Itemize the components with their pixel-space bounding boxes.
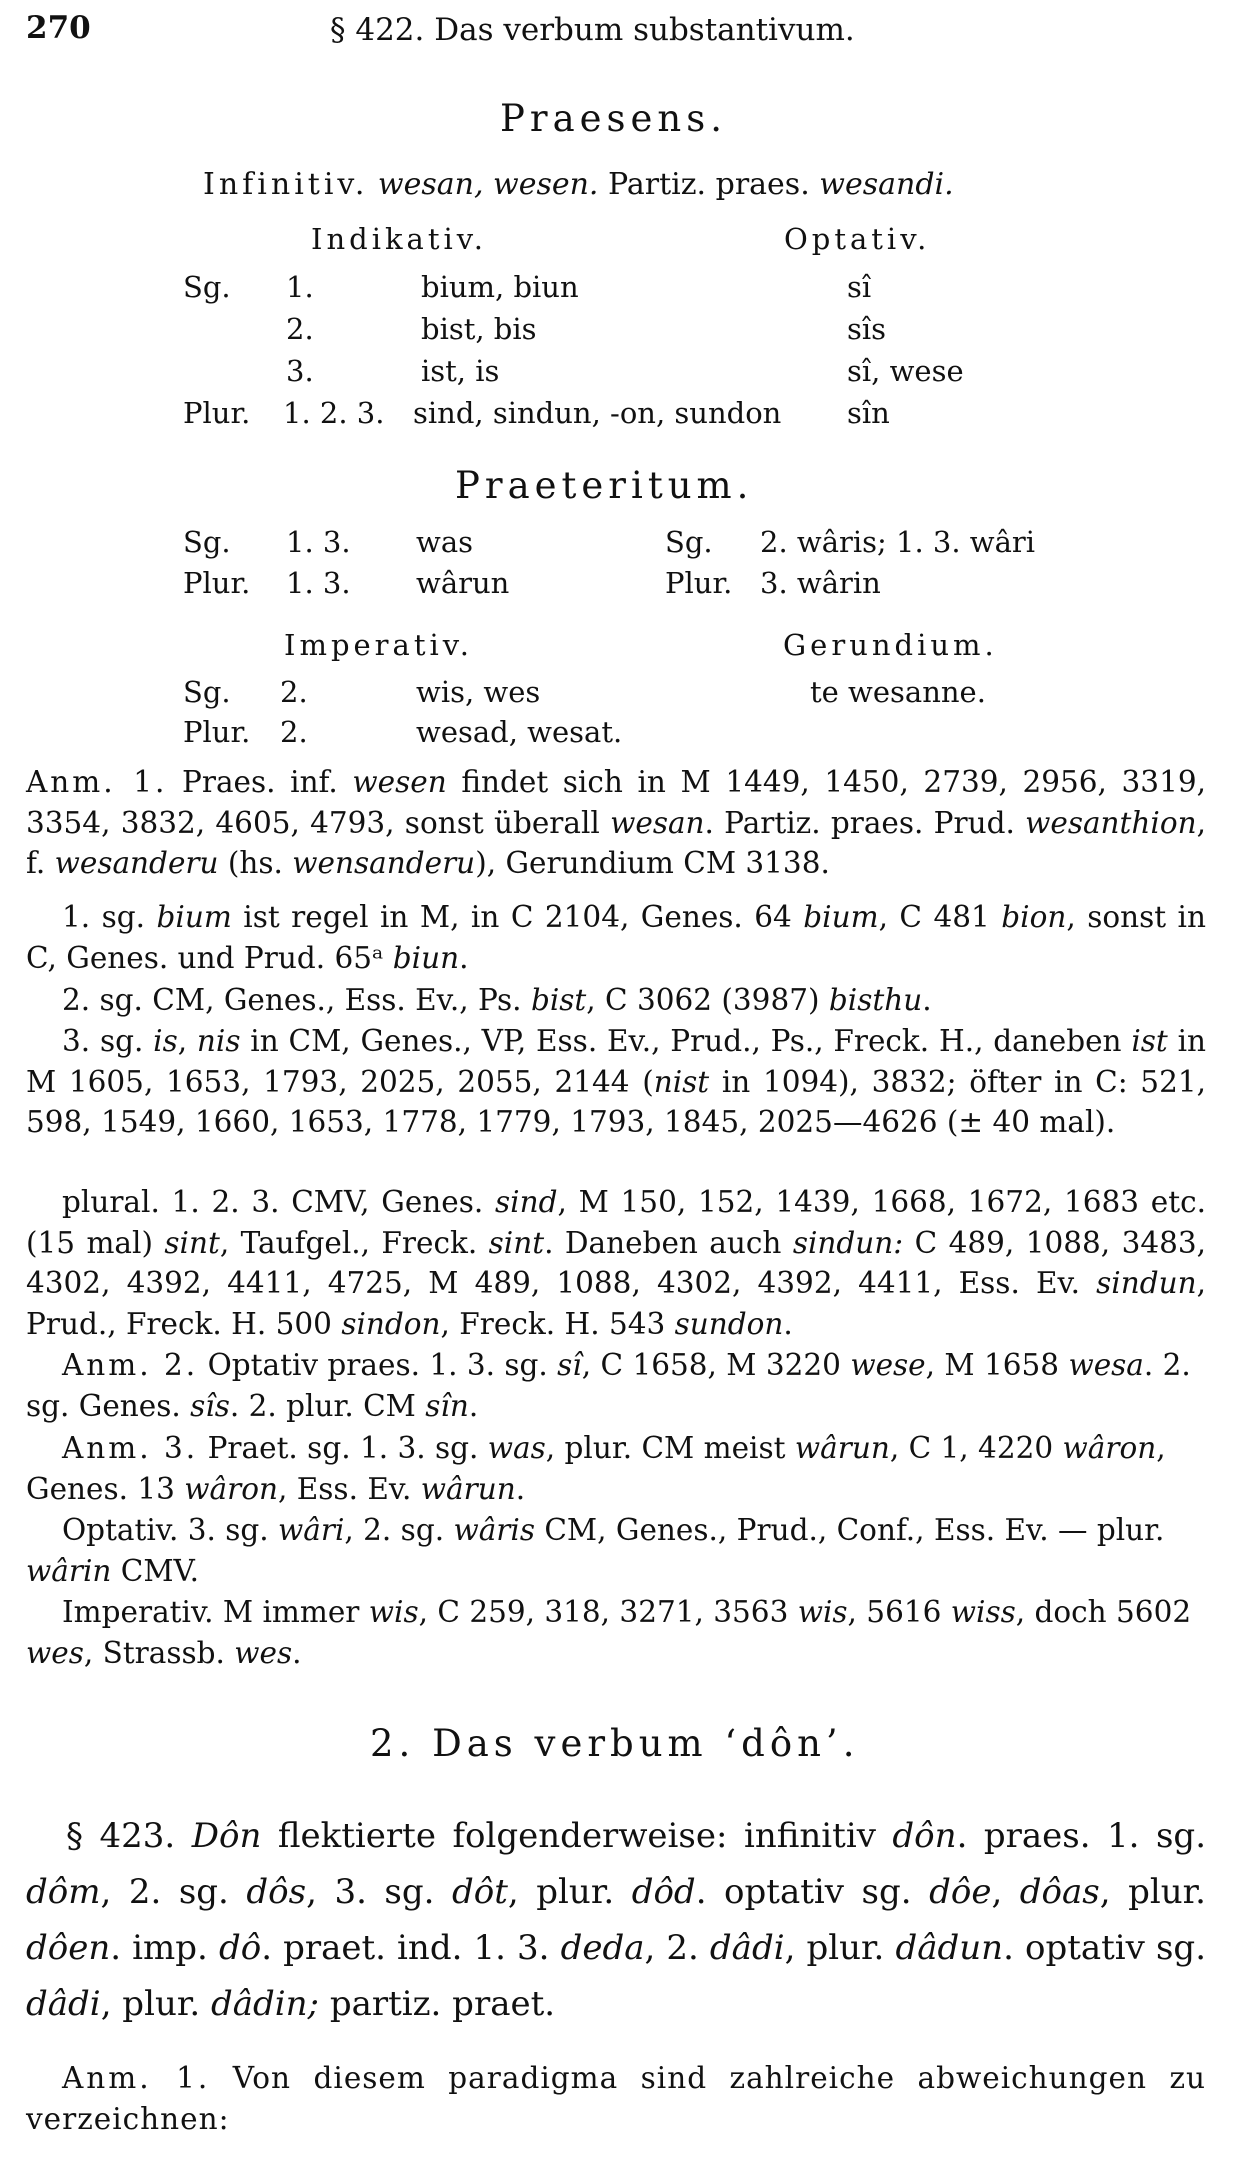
- text: Imperativ. M immer: [62, 1595, 369, 1629]
- person-label: 1. 2. 3.: [283, 396, 385, 430]
- text: CMV.: [111, 1553, 200, 1588]
- form: wis: [368, 1595, 419, 1629]
- note-label: Anm. 1.: [62, 2061, 211, 2095]
- running-title: § 422. Das verbum substantivum.: [330, 12, 855, 48]
- form: sindun: [1096, 1266, 1197, 1300]
- form: wesan: [610, 805, 705, 840]
- optativ-form: 3. wârin: [760, 566, 881, 600]
- text: flektierte folgenderweise: infinitiv: [261, 1816, 893, 1856]
- text: . optativ sg.: [1003, 1928, 1207, 1968]
- form: dâdin;: [210, 1984, 320, 2024]
- text: , 2. sg.: [100, 1872, 247, 1912]
- gerundium-label: Gerundium.: [783, 628, 998, 662]
- heading-praesens: Praesens.: [500, 97, 728, 140]
- person-label: 1. 3.: [286, 525, 351, 559]
- form: dôm: [26, 1872, 101, 1912]
- note-imperativ: [26, 1592, 1206, 1673]
- form: deda: [560, 1928, 645, 1968]
- num-label: Sg.: [183, 675, 231, 709]
- form: bion: [1001, 900, 1067, 934]
- imperativ-form: wis, wes: [416, 675, 541, 709]
- optativ-form: 2. wâris; 1. 3. wâri: [760, 525, 1036, 559]
- num-label: Plur.: [183, 396, 251, 430]
- text: Optativ praes. 1. 3. sg.: [207, 1348, 558, 1382]
- text: , 3. sg.: [306, 1872, 453, 1912]
- indikativ-form: sind, sindun, -on, sundon: [413, 396, 782, 430]
- form: dôas: [1019, 1872, 1100, 1912]
- form: ist: [1131, 1024, 1168, 1058]
- form: wâron: [1062, 1431, 1157, 1465]
- form: wes: [234, 1635, 293, 1670]
- text: , C 481: [878, 900, 1002, 934]
- text: , C 3062 (3987): [586, 983, 829, 1017]
- note-optativ: [26, 1510, 1206, 1591]
- optativ-form: sî: [847, 270, 872, 304]
- form: wâron: [184, 1471, 278, 1506]
- note-423-anm-1: [26, 2058, 1206, 2139]
- form: sîs: [190, 1388, 230, 1423]
- form: bium: [156, 900, 232, 934]
- form: dôen: [26, 1928, 111, 1968]
- text: .: [515, 1471, 526, 1506]
- text: . optativ sg.: [695, 1872, 930, 1912]
- text: , plur.: [1099, 1872, 1206, 1912]
- form: bist: [530, 983, 587, 1017]
- imperativ-label: Imperativ.: [284, 628, 473, 662]
- form: wârun: [794, 1431, 890, 1465]
- text: in 1094), 3832; öfter in C: 521, 598, 1549, 1660, 1653, 1778, 1779, 1793, 1845, 2025—4626 (± 40 mal).: [26, 1064, 1206, 1139]
- num-label: Plur.: [183, 566, 251, 600]
- text: § 423.: [66, 1816, 192, 1856]
- form: was: [487, 1431, 546, 1465]
- text: Praet. sg. 1. 3. sg.: [207, 1431, 488, 1465]
- text: , Genes. 13: [26, 1431, 1166, 1506]
- text: .: [468, 1388, 479, 1423]
- indikativ-form: bist, bis: [421, 312, 537, 346]
- form: dôe: [929, 1872, 992, 1912]
- text: findet sich in M 1449, 1450, 2739, 2956, 3319, 3354, 3832, 4605, 4793, sonst überall: [26, 765, 1206, 840]
- form: bisthu: [828, 983, 923, 1017]
- text: C 489, 1088, 3483, 4302, 4392, 4411, 4725, M 489, 1088, 4302, 4392, 4411, Ess. Ev.: [26, 1225, 1207, 1300]
- note-anm-1: [26, 762, 1206, 884]
- form: bium: [803, 900, 879, 934]
- heading-section-2: 2. Das verbum ‘dôn’.: [370, 1722, 860, 1765]
- text: , M 1658: [925, 1348, 1069, 1382]
- text: , C 1, 4220: [889, 1431, 1063, 1465]
- text: , plur.: [784, 1928, 896, 1968]
- text: ,: [177, 1024, 197, 1058]
- form: sindon: [341, 1306, 441, 1341]
- text: , Ess. Ev.: [278, 1471, 421, 1506]
- text: 3. sg.: [62, 1024, 154, 1058]
- note-label: Anm. 3.: [62, 1431, 199, 1465]
- optativ-num-label: Plur.: [665, 566, 733, 600]
- form: wârin: [26, 1553, 112, 1588]
- text: , C 259, 318, 3271, 3563: [418, 1595, 798, 1629]
- text: (hs.: [218, 846, 293, 880]
- text: 1. sg.: [62, 900, 157, 934]
- text: ,: [991, 1872, 1020, 1912]
- form: dôt: [452, 1872, 508, 1912]
- note-label: Anm. 2.: [62, 1348, 199, 1382]
- optativ-label: Optativ.: [784, 222, 931, 256]
- person-label: 1.: [286, 270, 314, 304]
- form: wesa: [1068, 1348, 1144, 1382]
- text: , Strassb.: [83, 1635, 235, 1670]
- text: plural. 1. 2. 3. CMV, Genes.: [62, 1185, 495, 1219]
- form: dâdi: [709, 1928, 785, 1968]
- form: wesanderu: [54, 846, 219, 880]
- text: , C 1658, M 3220: [581, 1348, 851, 1382]
- form: sint: [488, 1225, 545, 1260]
- note-2-sg: [26, 980, 1206, 1021]
- text: , f.: [26, 805, 1206, 880]
- text: partiz. praet.: [319, 1984, 556, 2024]
- form: nist: [653, 1064, 710, 1099]
- optativ-num-label: Sg.: [665, 525, 713, 559]
- text: , doch 5602: [1015, 1595, 1192, 1629]
- person-label: 2.: [280, 675, 308, 709]
- form: dôd: [631, 1872, 696, 1912]
- text: . 2. sg. Genes.: [26, 1348, 1191, 1423]
- text: .: [292, 1635, 302, 1670]
- num-label: Sg.: [183, 270, 231, 304]
- text: , 2.: [644, 1928, 710, 1968]
- indikativ-form: was: [416, 525, 473, 559]
- form: dôs: [246, 1872, 307, 1912]
- infinitiv-label: Infinitiv.: [203, 167, 369, 202]
- person-label: 3.: [286, 354, 314, 388]
- indikativ-form: bium, biun: [421, 270, 579, 304]
- text: .: [459, 940, 469, 975]
- text: .: [783, 1306, 793, 1341]
- note-text: Von diesem paradigma sind zahlreiche abweichungen zu verzeichnen:: [26, 2061, 1206, 2136]
- form: wis: [797, 1595, 848, 1629]
- infinitiv-line: [203, 167, 954, 202]
- text: , Taufgel., Freck.: [219, 1225, 489, 1260]
- optativ-form: sîs: [847, 312, 887, 346]
- form: wâris: [453, 1513, 535, 1547]
- text: , plur. CM meist: [545, 1431, 795, 1465]
- infinitiv-forms: wesan, wesen.: [377, 167, 599, 202]
- text: . Daneben auch: [544, 1225, 793, 1260]
- indikativ-label: Indikativ.: [311, 222, 487, 256]
- text: , plur.: [100, 1984, 211, 2024]
- form: wese: [850, 1348, 926, 1382]
- form: is: [153, 1024, 178, 1058]
- partiz-label: Partiz. praes.: [608, 167, 810, 202]
- text: ), Gerundium CM 3138.: [475, 846, 830, 880]
- form: sind: [495, 1185, 558, 1219]
- heading-praeteritum: Praeteritum.: [455, 464, 754, 507]
- form: wârun: [420, 1471, 516, 1506]
- person-label: 2.: [280, 715, 308, 749]
- text: Praes. inf.: [182, 765, 353, 799]
- text: , 5616: [847, 1595, 951, 1629]
- text: . 2. plur. CM: [229, 1388, 426, 1423]
- optativ-form: sî, wese: [847, 354, 964, 388]
- form: sîn: [425, 1388, 469, 1423]
- person-label: 1. 3.: [286, 566, 351, 600]
- page-number: 270: [26, 10, 91, 46]
- form: Dôn: [191, 1816, 262, 1856]
- form: wensanderu: [292, 846, 476, 880]
- form: dâdi: [26, 1984, 101, 2024]
- form: wesanthion: [1025, 805, 1197, 840]
- text: . Partiz. praes. Prud.: [704, 805, 1026, 840]
- form: sint: [164, 1225, 220, 1260]
- text: , plur.: [507, 1872, 632, 1912]
- note-anm-3: [26, 1428, 1206, 1509]
- text: , M 150, 152, 1439, 1668, 1672, 1683 etc. (15 mal): [26, 1185, 1206, 1260]
- text: , Freck. H. 543: [440, 1306, 675, 1341]
- text: .: [922, 983, 932, 1017]
- indikativ-form: wârun: [416, 566, 510, 600]
- text: ist regel in M, in C 2104, Genes. 64: [231, 900, 804, 934]
- text: Optativ. 3. sg.: [62, 1513, 279, 1547]
- form: dôn: [892, 1816, 957, 1856]
- note-label: Anm. 1.: [26, 765, 168, 799]
- person-label: 2.: [286, 312, 314, 346]
- form: sî: [557, 1348, 582, 1382]
- imperativ-form: wesad, wesat.: [416, 715, 623, 749]
- note-1-sg: [26, 897, 1206, 978]
- indikativ-form: ist, is: [421, 354, 500, 388]
- text: in CM, Genes., VP, Ess. Ev., Prud., Ps., Freck. H., daneben: [240, 1024, 1132, 1058]
- form: sindun:: [792, 1225, 904, 1260]
- note-anm-2: [26, 1345, 1206, 1426]
- form: wâri: [278, 1513, 345, 1547]
- num-label: Sg.: [183, 525, 231, 559]
- form: sundon: [674, 1306, 784, 1341]
- form: dâdun: [895, 1928, 1004, 1968]
- text: 2. sg. CM, Genes., Ess. Ev., Ps.: [62, 983, 531, 1017]
- form: wesen: [352, 765, 447, 799]
- text: , Prud., Freck. H. 500: [26, 1266, 1206, 1341]
- form: dô: [218, 1928, 262, 1968]
- form: wes: [26, 1635, 84, 1670]
- note-3-sg: [26, 1021, 1206, 1143]
- note-plural: [26, 1182, 1206, 1344]
- partiz-form: wesandi.: [819, 167, 954, 202]
- text: CM, Genes., Prud., Conf., Ess. Ev. — plur.: [534, 1513, 1165, 1547]
- text: . praet. ind. 1. 3.: [261, 1928, 561, 1968]
- text: . praes. 1. sg.: [956, 1816, 1207, 1856]
- num-label: Plur.: [183, 715, 251, 749]
- form: nis: [196, 1024, 241, 1058]
- paragraph-423: [26, 1808, 1206, 2032]
- form: wiss: [950, 1595, 1016, 1629]
- form: biun: [392, 940, 460, 975]
- text: in M 1605, 1653, 1793, 2025, 2055, 2144 (: [26, 1024, 1207, 1099]
- optativ-form: sîn: [847, 396, 890, 430]
- text: , 2. sg.: [344, 1513, 454, 1547]
- text: , sonst in C, Genes. und Prud. 65ᵃ: [26, 900, 1206, 975]
- gerundium-form: te wesanne.: [810, 675, 986, 709]
- text: . imp.: [110, 1928, 219, 1968]
